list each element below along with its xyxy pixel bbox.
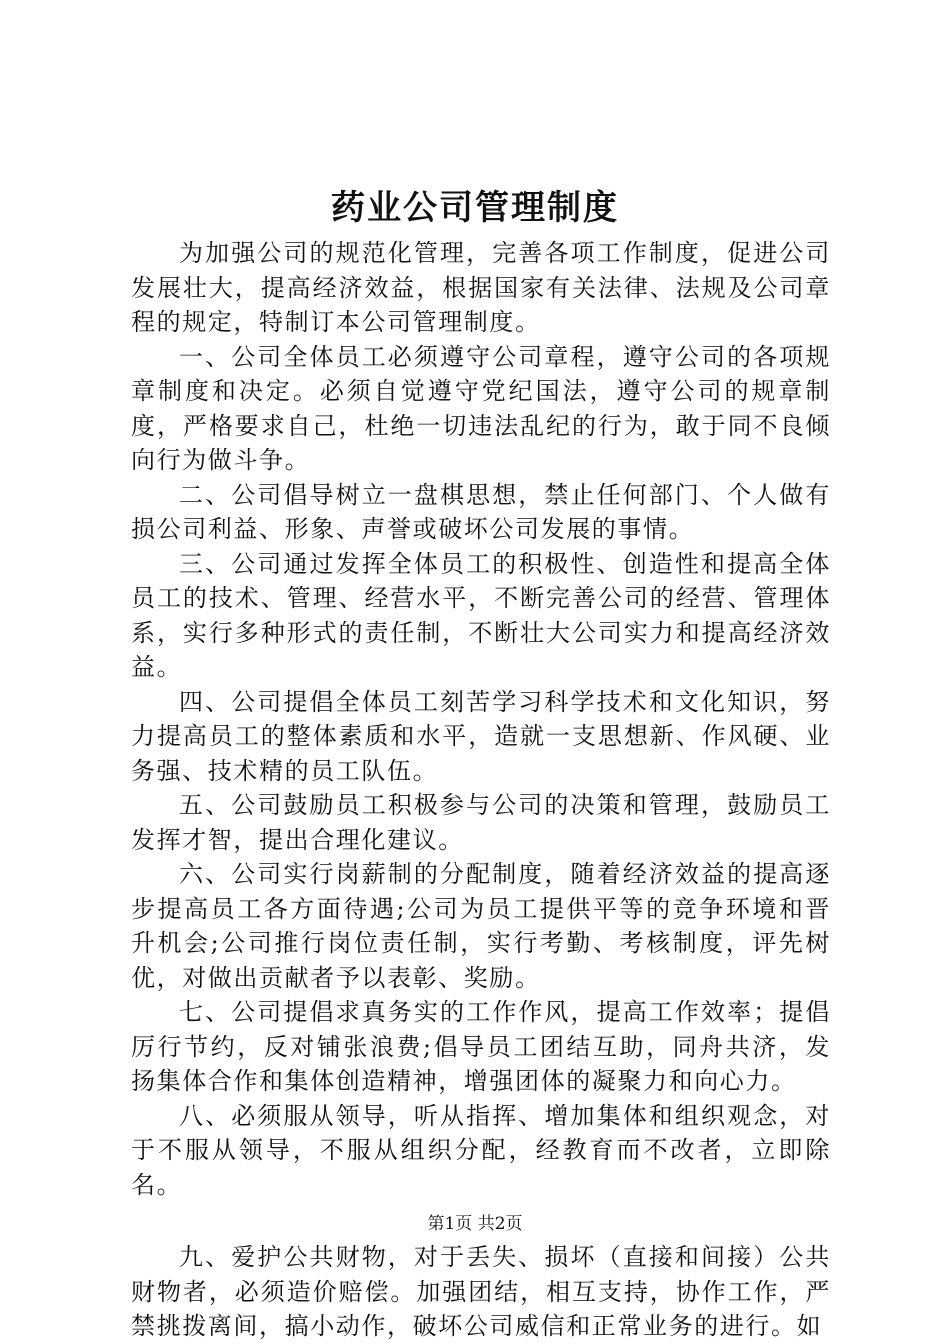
document-title: 药业公司管理制度 (331, 188, 619, 228)
paragraph-article-9: 九、爱护公共财物，对于丢失、损坏（直接和间接）公共财物者，必须造价赔偿。加强团结，相互支持，协作工作，严禁挑拨离间，搞小动作，破坏公司威信和正常业务的进行。如 (131, 1243, 831, 1340)
paragraph-article-2: 二、公司倡导树立一盘棋思想，禁止任何部门、个人做有损公司利益、形象、声誉或破坏公司发展的事情。 (131, 480, 831, 543)
paragraph-article-1: 一、公司全体员工必须遵守公司章程，遵守公司的各项规章制度和决定。必须自觉遵守党纪国法，遵守公司的规章制度，严格要求自己，杜绝一切违法乱纪的行为，敢于同不良倾向行为做斗争。 (131, 342, 831, 474)
paragraph-article-5: 五、公司鼓励员工积极参与公司的决策和管理，鼓励员工发挥才智，提出合理化建议。 (131, 791, 831, 854)
paragraph-intro: 为加强公司的规范化管理，完善各项工作制度，促进公司发展壮大，提高经济效益，根据国家有关法律、法规及公司章程的规定，特制订本公司管理制度。 (131, 239, 831, 336)
paragraph-article-4: 四、公司提倡全体员工刻苦学习科学技术和文化知识，努力提高员工的整体素质和水平，造就一支思想新、作风硬、业务强、技术精的员工队伍。 (131, 687, 831, 785)
paragraph-article-3: 三、公司通过发挥全体员工的积极性、创造性和提高全体员工的技术、管理、经营水平，不断完善公司的经营、管理体系，实行多种形式的责任制，不断壮大公司实力和提高经济效益。 (131, 549, 831, 681)
paragraph-article-7: 七、公司提倡求真务实的工作作风，提高工作效率；提倡厉行节约，反对铺张浪费;倡导员工团结互助，同舟共济，发扬集体合作和集体创造精神，增强团体的凝聚力和向心力。 (131, 998, 831, 1095)
paragraph-article-8: 八、必须服从领导，听从指挥、增加集体和组织观念，对于不服从领导，不服从组织分配，经教育而不改者，立即除名。 (131, 1101, 831, 1199)
document-body (131, 236, 831, 1344)
page-footer: 第1页 共2页 (427, 1214, 523, 1234)
paragraph-article-6: 六、公司实行岗薪制的分配制度，随着经济效益的提高逐步提高员工各方面待遇;公司为员工提供平等的竞争环境和晋升机会;公司推行岗位责任制，实行考勤、考核制度，评先树优，对做出贡献者予以表彰、奖励。 (131, 860, 831, 992)
